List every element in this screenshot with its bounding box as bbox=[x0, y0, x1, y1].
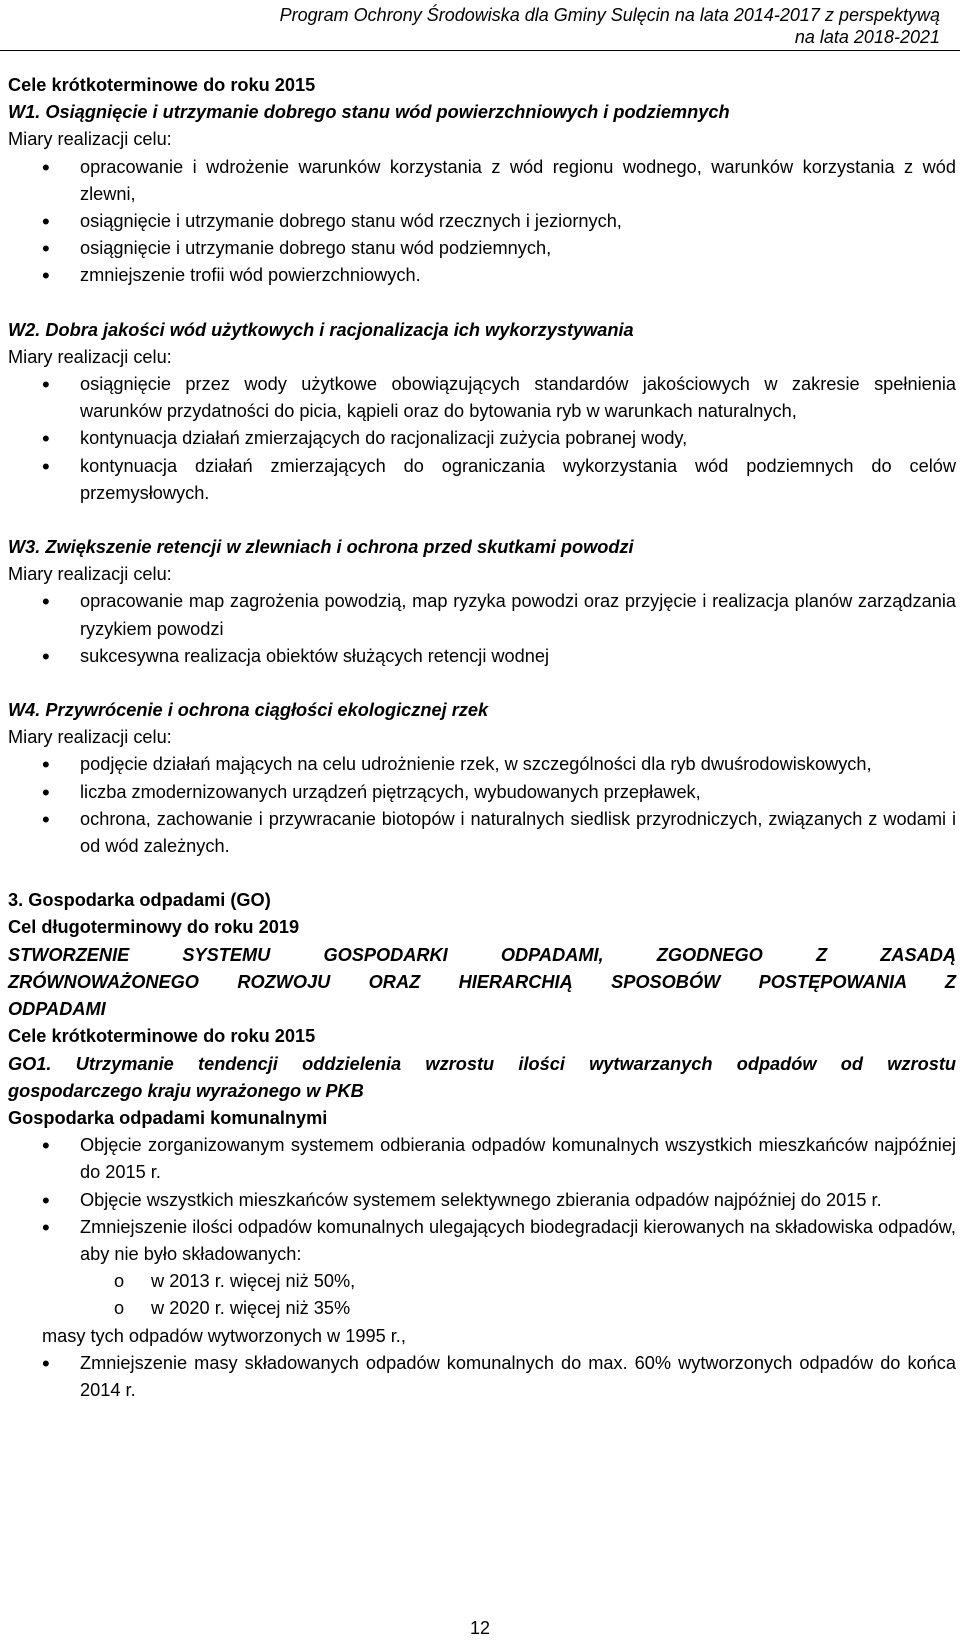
list-item: • zmniejszenie trofii wód powierzchniowych. bbox=[8, 262, 956, 289]
w3-title: W3. Zwiększenie retencji w zlewniach i ochrona przed skutkami powodzi bbox=[8, 537, 634, 558]
list-item: • osiągnięcie i utrzymanie dobrego stanu wód rzecznych i jeziornych, bbox=[8, 208, 956, 235]
municipal-waste-heading: Gospodarka odpadami komunalnymi bbox=[8, 1107, 328, 1128]
sub-list-item: o w 2013 r. więcej niż 50%, bbox=[8, 1268, 956, 1295]
w3-miary-label: Miary realizacji celu: bbox=[8, 564, 172, 585]
list-item: • osiągnięcie przez wody użytkowe obowiązujących standardów jakościowych w zakresie spełnienia warunków przydatności do picia, kąpieli oraz do bytowania ryb w warunkach naturalnych, bbox=[8, 371, 956, 425]
w1-miary-label: Miary realizacji celu: bbox=[8, 129, 172, 150]
go1-title-line-1: GO1. Utrzymanie tendencji oddzielenia wzrostu ilości wytwarzanych odpadów od wzrostu bbox=[8, 1053, 956, 1074]
list-item: • podjęcie działań mających na celu udrożnienie rzek, w szczególności dla ryb dwuśrodowiskowych, bbox=[8, 751, 956, 778]
w4-title: W4. Przywrócenie i ochrona ciągłości ekologicznej rzek bbox=[8, 700, 489, 721]
list-item: • osiągnięcie i utrzymanie dobrego stanu wód podziemnych, bbox=[8, 235, 956, 262]
w4-miary-label: Miary realizacji celu: bbox=[8, 727, 172, 748]
section-3-heading: 3. Gospodarka odpadami (GO) bbox=[8, 890, 271, 911]
list-item: • kontynuacja działań zmierzających do ograniczania wykorzystania wód podziemnych do celów przemysłowych. bbox=[8, 453, 956, 507]
list-item: • liczba zmodernizowanych urządzeń piętrzących, wybudowanych przepławek, bbox=[8, 779, 956, 806]
goal-caps-line-2: ZRÓWNOWAŻONEGO ROZWOJU ORAZ HIERARCHIĄ SPOSOBÓW POSTĘPOWANIA Z bbox=[8, 971, 956, 992]
list-item: • kontynuacja działań zmierzających do racjonalizacji zużycia pobranej wody, bbox=[8, 425, 956, 452]
w1-list bbox=[8, 154, 956, 290]
list-item: • Objęcie wszystkich mieszkańców systemem selektywnego zbierania odpadów najpóźniej do 2015 r. bbox=[8, 1187, 956, 1214]
sub-list-item: o w 2020 r. więcej niż 35% bbox=[8, 1295, 956, 1322]
short-term-heading: Cele krótkoterminowe do roku 2015 bbox=[8, 75, 316, 95]
page-content bbox=[8, 72, 956, 1404]
go1-list bbox=[8, 1132, 956, 1268]
w3-list bbox=[8, 588, 956, 670]
w1-title: W1. Osiągnięcie i utrzymanie dobrego stanu wód powierzchniowych i podziemnych bbox=[8, 102, 730, 123]
header-rule bbox=[0, 50, 960, 51]
long-term-goal-heading: Cel długoterminowy do roku 2019 bbox=[8, 917, 300, 938]
w2-list bbox=[8, 371, 956, 507]
go1-list-continued bbox=[8, 1350, 956, 1404]
page-number: 12 bbox=[469, 1618, 491, 1638]
w2-miary-label: Miary realizacji celu: bbox=[8, 346, 172, 367]
list-item: • Zmniejszenie masy składowanych odpadów komunalnych do max. 60% wytworzonych odpadów do końca 2014 r. bbox=[8, 1350, 956, 1404]
header-line-1: Program Ochrony Środowiska dla Gminy Sulęcin na lata 2014-2017 z perspektywą bbox=[279, 5, 940, 25]
go1-title-line-2: gospodarczego kraju wyrażonego w PKB bbox=[8, 1080, 364, 1101]
short-term-heading-2: Cele krótkoterminowe do roku 2015 bbox=[8, 1026, 316, 1047]
header-line-2: na lata 2018-2021 bbox=[794, 27, 940, 47]
list-item: • ochrona, zachowanie i przywracanie biotopów i naturalnych siedlisk przyrodniczych, związanych z wodami i od wód zależnych. bbox=[8, 806, 956, 860]
list-item: • opracowanie i wdrożenie warunków korzystania z wód regionu wodnego, warunków korzystania z wód zlewni, bbox=[8, 154, 956, 208]
goal-caps-line-1: STWORZENIE SYSTEMU GOSPODARKI ODPADAMI, ZGODNEGO Z ZASADĄ bbox=[8, 944, 956, 965]
masy-text: masy tych odpadów wytworzonych w 1995 r., bbox=[42, 1325, 406, 1346]
list-item: • opracowanie map zagrożenia powodzią, map ryzyka powodzi oraz przyjęcie i realizacja planów zarządzania ryzykiem powodzi bbox=[8, 588, 956, 642]
list-item: • Objęcie zorganizowanym systemem odbierania odpadów komunalnych wszystkich mieszkańców najpóźniej do 2015 r. bbox=[8, 1132, 956, 1186]
goal-caps-line-3: ODPADAMI bbox=[8, 999, 106, 1020]
list-item: • Zmniejszenie ilości odpadów komunalnych ulegających biodegradacji kierowanych na składowiska odpadów, aby nie było składowanych: bbox=[8, 1214, 956, 1268]
go1-sub-list bbox=[8, 1268, 956, 1322]
list-item: • sukcesywna realizacja obiektów służących retencji wodnej bbox=[8, 643, 956, 670]
w4-list bbox=[8, 751, 956, 860]
w2-title: W2. Dobra jakości wód użytkowych i racjonalizacja ich wykorzystywania bbox=[8, 319, 634, 340]
running-header bbox=[80, 4, 940, 48]
